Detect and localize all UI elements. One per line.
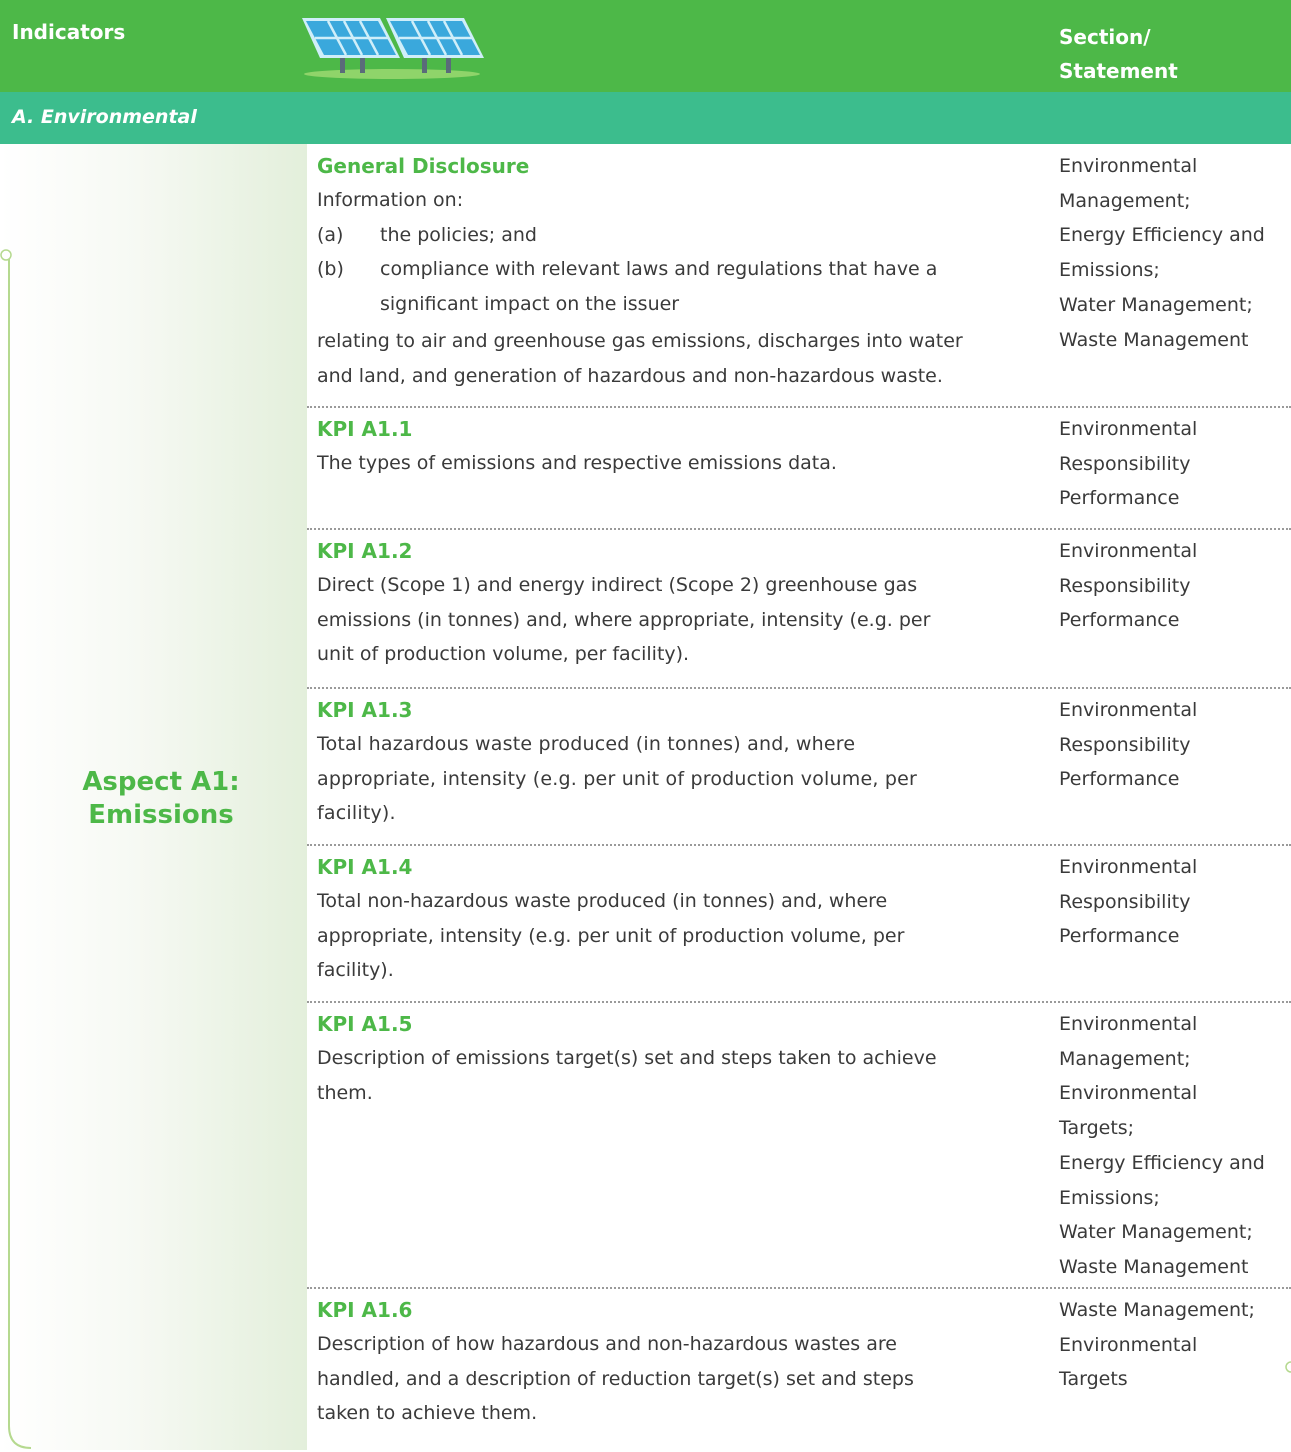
kpi-row xyxy=(307,1001,1291,1289)
kpi-sections xyxy=(1059,1293,1255,1397)
closing-line: relating to air and greenhouse gas emissions, discharges into water xyxy=(317,330,963,352)
section-line: Performance xyxy=(1059,487,1180,510)
section-line: Waste Management xyxy=(1059,1255,1249,1278)
kpi-title: KPI A1.4 xyxy=(317,855,413,879)
general-disclosure-sections xyxy=(1059,149,1265,357)
kpi-description-line: taken to achieve them. xyxy=(317,1402,538,1424)
kpi-description xyxy=(317,1327,1022,1431)
section-line: Energy Efficiency and xyxy=(1059,224,1265,247)
kpi-title: KPI A1.5 xyxy=(317,1012,413,1036)
kpi-description-line: Direct (Scope 1) and energy indirect (Scope 2) greenhouse gas xyxy=(317,574,918,596)
kpi-description xyxy=(317,568,1022,672)
category-label: A. Environmental xyxy=(12,106,197,128)
kpi-description-line: Description of emissions target(s) set and steps taken to achieve xyxy=(317,1047,937,1069)
section-line: Environmental xyxy=(1059,699,1198,721)
kpi-row xyxy=(307,1287,1291,1452)
section-line: Performance xyxy=(1059,925,1180,948)
section-line: Waste Management; xyxy=(1059,1299,1255,1321)
section-line: Waste Management xyxy=(1059,328,1249,351)
section-line: Energy Efficiency and xyxy=(1059,1151,1265,1174)
kpi-description-line: Total hazardous waste produced (in tonnes) and, where xyxy=(317,733,856,755)
section-line: Responsibility xyxy=(1059,452,1191,475)
kpi-description-line: facility). xyxy=(317,959,394,981)
kpi-description-line: unit of production volume, per facility). xyxy=(317,643,690,665)
kpi-description-line: emissions (in tonnes) and, where appropriate, intensity (e.g. per xyxy=(317,608,931,631)
general-disclosure-intro: Information on: xyxy=(317,189,464,211)
section-line: Environmental xyxy=(1059,1013,1198,1035)
section-line: Responsibility xyxy=(1059,890,1191,913)
section-line: Environmental xyxy=(1059,418,1198,440)
kpi-description xyxy=(317,1041,1022,1110)
general-disclosure-row xyxy=(307,144,1291,406)
kpi-description-line: Total non-hazardous waste produced (in tonnes) and, where xyxy=(317,890,888,912)
kpi-sections xyxy=(1059,693,1197,797)
section-line: Performance xyxy=(1059,768,1180,791)
kpi-row xyxy=(307,528,1291,689)
kpi-description-line: handled, and a description of reduction target(s) set and steps xyxy=(317,1367,914,1390)
table-header xyxy=(0,0,1291,92)
general-disclosure-closing xyxy=(317,324,1022,393)
kpi-row xyxy=(307,844,1291,1003)
kpi-sections xyxy=(1059,412,1197,516)
section-line: Emissions; xyxy=(1059,1186,1160,1209)
kpi-description-line: appropriate, intensity (e.g. per unit of production volume, per xyxy=(317,767,917,790)
kpi-title: KPI A1.3 xyxy=(317,698,413,722)
section-line: Water Management; xyxy=(1059,1221,1253,1244)
kpi-title: KPI A1.1 xyxy=(317,417,413,441)
section-line: Environmental xyxy=(1059,856,1198,878)
section-header-line2: Statement xyxy=(1059,59,1178,83)
aspect-title-line1: Aspect A1: xyxy=(82,767,240,797)
section-line: Targets; xyxy=(1059,1117,1135,1140)
kpi-row xyxy=(307,687,1291,846)
item-b-line: compliance with relevant laws and regulations that have a xyxy=(380,258,938,280)
solar-panels-icon xyxy=(300,12,485,80)
section-line: Environmental xyxy=(1059,1333,1198,1356)
item-b-line: significant impact on the issuer xyxy=(380,292,680,315)
kpi-row xyxy=(307,406,1291,530)
section-statement-header xyxy=(1059,20,1178,88)
item-a-label: (a) xyxy=(317,224,344,246)
kpi-title: KPI A1.6 xyxy=(317,1298,413,1322)
item-a-line: the policies; and xyxy=(380,224,537,246)
general-disclosure-title: General Disclosure xyxy=(317,154,530,178)
kpi-sections xyxy=(1059,534,1197,638)
section-line: Environmental xyxy=(1059,540,1198,562)
section-line: Environmental xyxy=(1059,155,1198,177)
kpi-description-line: them. xyxy=(317,1081,373,1104)
section-header-line1: Section/ xyxy=(1059,25,1151,49)
kpi-title: KPI A1.2 xyxy=(317,539,413,563)
kpi-description xyxy=(317,727,1022,831)
kpi-description-line: The types of emissions and respective emissions data. xyxy=(317,452,837,474)
section-line: Performance xyxy=(1059,609,1180,632)
indicators-header: Indicators xyxy=(12,20,126,44)
section-line: Management; xyxy=(1059,189,1191,212)
section-line: Responsibility xyxy=(1059,574,1191,597)
section-line: Management; xyxy=(1059,1047,1191,1070)
category-header xyxy=(0,92,1291,144)
kpi-description-line: Description of how hazardous and non-hazardous wastes are xyxy=(317,1333,897,1355)
kpi-description xyxy=(317,884,1022,988)
item-b-text xyxy=(380,252,1022,321)
kpi-description xyxy=(317,446,1022,481)
section-line: Targets xyxy=(1059,1368,1128,1391)
kpi-description-line: appropriate, intensity (e.g. per unit of production volume, per xyxy=(317,924,905,947)
section-line: Responsibility xyxy=(1059,733,1191,756)
aspect-title xyxy=(40,766,282,832)
section-line: Emissions; xyxy=(1059,259,1160,282)
closing-line: and land, and generation of hazardous and non-hazardous waste. xyxy=(317,364,943,387)
section-line: Water Management; xyxy=(1059,293,1253,316)
item-b-label: (b) xyxy=(317,258,344,280)
section-line: Environmental xyxy=(1059,1082,1198,1105)
kpi-sections xyxy=(1059,1007,1265,1285)
aspect-title-line2: Emissions xyxy=(88,800,234,830)
item-a-text xyxy=(380,218,1022,253)
kpi-description-line: facility). xyxy=(317,802,396,824)
kpi-sections xyxy=(1059,850,1197,954)
